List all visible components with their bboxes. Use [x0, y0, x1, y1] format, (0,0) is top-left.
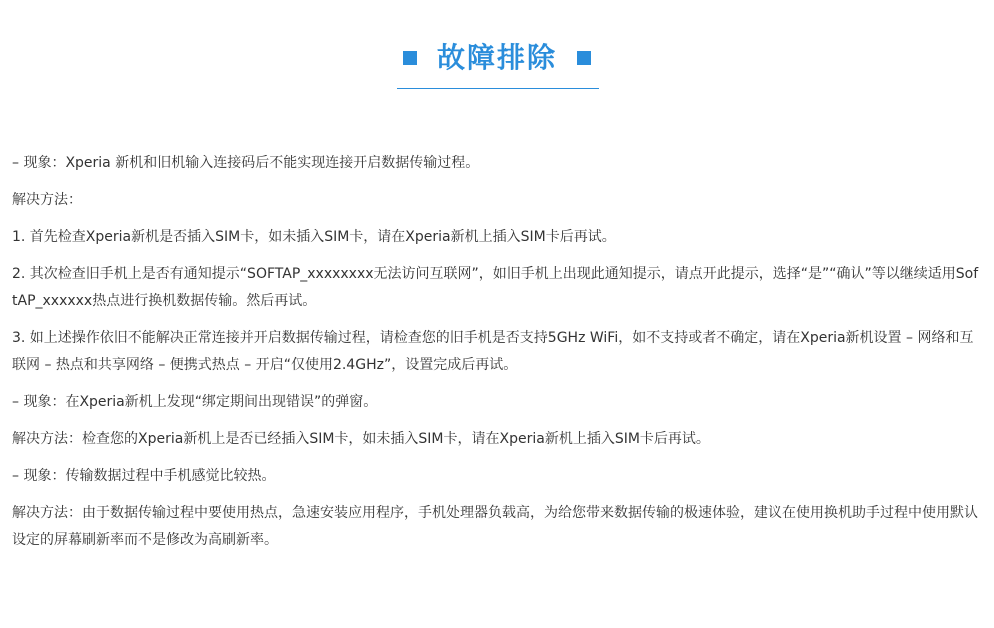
- symptom-2: – 现象：在Xperia新机上发现“绑定期间出现错误”的弹窗。: [12, 394, 378, 410]
- solution-3: 解决方法：由于数据传输过程中要使用热点，急速安装应用程序，手机处理器负载高，为给您带来数据传输的极速体验，建议在使用换机助手过程中使用默认设定的屏幕刷新率而不是修改为高刷新率。: [12, 505, 978, 548]
- solution-step-2: 2. 其次检查旧手机上是否有通知提示“SOFTAP_xxxxxxxx无法访问互联网”，如旧手机上出现此通知提示，请点开此提示，选择“是”“确认”等以继续适用SoftAP_xxxxxx热点进行换机数据传输。然后再试。: [12, 266, 979, 309]
- solution-step-3: 3. 如上述操作依旧不能解决正常连接并开启数据传输过程，请检查您的旧手机是否支持5GHz WiFi，如不支持或者不确定，请在Xperia新机设置 – 网络和互联网 – 热点和共享网络 – 便携式热点 – 开启“仅使用2.4GHz”，设置完成后再试。: [12, 330, 974, 373]
- solution-step-1: 1. 首先检查Xperia新机是否插入SIM卡，如未插入SIM卡，请在Xperia新机上插入SIM卡后再试。: [12, 229, 616, 245]
- right-square-icon: [577, 51, 591, 65]
- symptom-3: – 现象：传输数据过程中手机感觉比较热。: [12, 468, 276, 484]
- section-header: [0, 38, 994, 78]
- solution-heading-1: 解决方法：: [12, 192, 82, 208]
- page-title: 故障排除: [436, 41, 557, 74]
- title-underline: [397, 88, 599, 89]
- troubleshooting-content: [12, 150, 980, 564]
- solution-2: 解决方法：检查您的Xperia新机上是否已经插入SIM卡，如未插入SIM卡，请在Xperia新机上插入SIM卡后再试。: [12, 431, 710, 447]
- left-square-icon: [403, 51, 417, 65]
- symptom-1: – 现象：Xperia 新机和旧机输入连接码后不能实现连接开启数据传输过程。: [12, 155, 480, 171]
